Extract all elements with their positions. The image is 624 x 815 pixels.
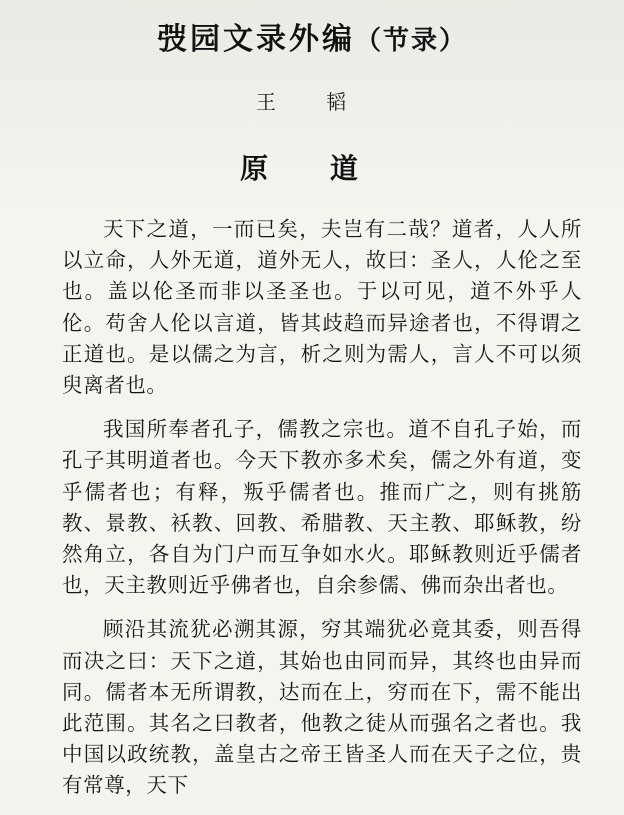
document-title-suffix: （节录） [354, 26, 467, 56]
document-title-line [0, 14, 624, 58]
section-heading: 原 道 [240, 152, 384, 185]
document-title: 弢园文录外编 [156, 22, 355, 57]
paragraph-3: 顾沿其流犹必溯其源，穷其端犹必竟其委，则吾得而决之曰：天下之道，其始也由同而异，其终也由异而同。儒者本无所谓教，达而在上，穷而在下，需不能出此范围。其名之曰教者，他教之徒从而强名之者也。我中国以政统教，盖皇古之帝王皆圣人而在天子之位，贵有常尊，天下 [62, 617, 582, 798]
body-text [62, 214, 582, 815]
author-name: 王 韬 [255, 90, 369, 114]
paragraph-2: 我国所奉者孔子，儒教之宗也。道不自孔子始，而孔子其明道者也。今天下教亦多术矣，儒之外有道，变乎儒者也；有释，叛乎儒者也。推而广之，则有挑筋教、景教、袄教、回教、希腊教、天主教、耶稣教，纷然角立，各自为门户而互争如水火。耶稣教则近乎儒者也，天主教则近乎佛者也，自余参儒、佛而杂出者也。 [62, 417, 582, 598]
paragraph-1: 天下之道，一而已矣，夫岂有二哉？道者，人人所以立命，人外无道，道外无人，故曰：圣人，人伦之至也。盖以伦圣而非以圣圣也。于以可见，道不外乎人伦。苟舍人伦以言道，皆其歧趋而异途者也，不得谓之正道也。是以儒之为言，析之则为需人，言人不可以须臾离者也。 [62, 217, 582, 398]
